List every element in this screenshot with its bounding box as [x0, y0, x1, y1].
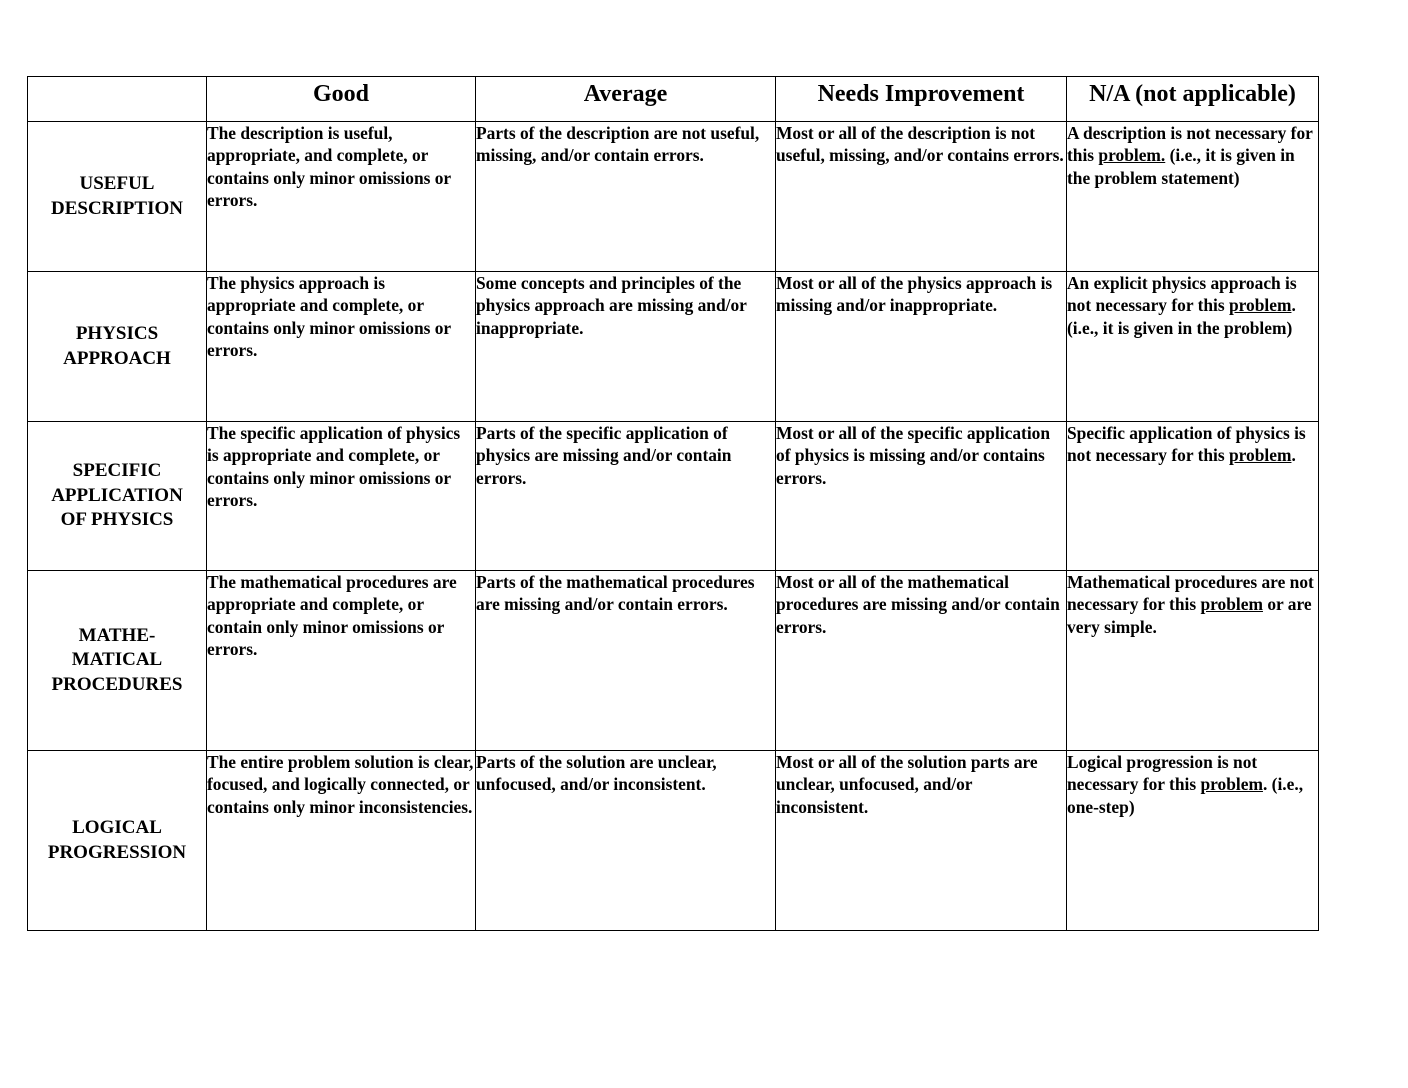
cell-needs-improvement: Most or all of the description is not useful, missing, and/or contains errors.: [776, 122, 1067, 272]
cell-needs-improvement: Most or all of the solution parts are unclear, unfocused, and/or inconsistent.: [776, 751, 1067, 931]
cell-not-applicable: [1067, 272, 1319, 422]
cell-not-applicable: [1067, 571, 1319, 751]
cell-needs-improvement: Most or all of the mathematical procedures are missing and/or contain errors.: [776, 571, 1067, 751]
cell-average: Some concepts and principles of the physics approach are missing and/or inappropriate.: [476, 272, 776, 422]
header-good: Good: [207, 77, 476, 122]
row-label: SPECIFIC APPLICATION OF PHYSICS: [28, 422, 207, 571]
cell-average: Parts of the specific application of physics are missing and/or contain errors.: [476, 422, 776, 571]
header-average: Average: [476, 77, 776, 122]
cell-good: The description is useful, appropriate, and complete, or contains only minor omissions or errors.: [207, 122, 476, 272]
cell-needs-improvement: Most or all of the physics approach is missing and/or inappropriate.: [776, 272, 1067, 422]
problem-link-text: problem.: [1098, 145, 1166, 166]
row-label: LOGICAL PROGRESSION: [28, 751, 207, 931]
cell-needs-improvement: Most or all of the specific application of physics is missing and/or contains errors.: [776, 422, 1067, 571]
problem-link-text: problem: [1200, 594, 1263, 615]
cell-good: The mathematical procedures are appropriate and complete, or contain only minor omissions or errors.: [207, 571, 476, 751]
problem-link-text: problem: [1228, 445, 1292, 466]
cell-good: The entire problem solution is clear, focused, and logically connected, or contains only minor inconsistencies.: [207, 751, 476, 931]
table-row: [28, 122, 1319, 272]
row-label: USEFUL DESCRIPTION: [28, 122, 207, 272]
header-needs-improvement: Needs Improvement: [776, 77, 1067, 122]
table-row: [28, 272, 1319, 422]
cell-average: Parts of the description are not useful, missing, and/or contain errors.: [476, 122, 776, 272]
cell-average: Parts of the solution are unclear, unfocused, and/or inconsistent.: [476, 751, 776, 931]
na-text: Logical progression is not necessary for this: [1067, 752, 1258, 795]
table-row: [28, 422, 1319, 571]
cell-not-applicable: [1067, 422, 1319, 571]
na-text: (i.e., it is given in the problem statement): [1067, 145, 1295, 188]
problem-link-text: problem: [1200, 774, 1263, 795]
cell-not-applicable: [1067, 122, 1319, 272]
cell-good: The physics approach is appropriate and complete, or contains only minor omissions or errors.: [207, 272, 476, 422]
cell-not-applicable: [1067, 751, 1319, 931]
table-row: [28, 571, 1319, 751]
cell-average: Parts of the mathematical procedures are missing and/or contain errors.: [476, 571, 776, 751]
row-label: PHYSICS APPROACH: [28, 272, 207, 422]
header-row: [28, 77, 1319, 122]
rubric-table: [27, 76, 1319, 931]
na-text: . (i.e., one-step): [1067, 774, 1304, 817]
na-text: Specific application of physics is not necessary for this: [1067, 423, 1306, 466]
table-row: [28, 751, 1319, 931]
cell-good: The specific application of physics is appropriate and complete, or contains only minor omissions or errors.: [207, 422, 476, 571]
header-corner-cell: [28, 77, 207, 122]
header-not-applicable: N/A (not applicable): [1067, 77, 1319, 122]
row-label: MATHE- MATICAL PROCEDURES: [28, 571, 207, 751]
na-text: or are very simple.: [1067, 594, 1312, 637]
problem-link-text: problem: [1228, 295, 1292, 316]
na-text: An explicit physics approach is not necessary for this: [1067, 273, 1297, 316]
na-text: A description is not necessary for this: [1067, 123, 1313, 166]
na-text: . (i.e., it is given in the problem): [1067, 295, 1296, 338]
na-text: Mathematical procedures are not necessary for this: [1067, 572, 1314, 615]
na-text: .: [1291, 445, 1296, 466]
